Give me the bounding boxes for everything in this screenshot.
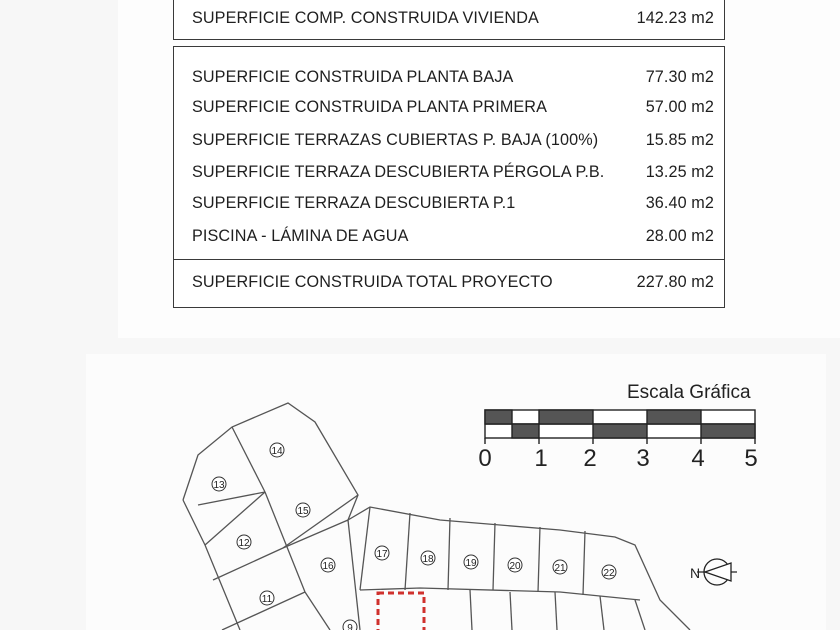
- selected-plot-outline: [378, 593, 424, 630]
- plot-number: 20: [509, 561, 521, 572]
- plot-number: 12: [238, 538, 250, 549]
- plot-marker: [421, 551, 435, 565]
- plot-marker: [602, 565, 616, 579]
- scale-tick-labels: [478, 445, 757, 472]
- row-label: SUPERFICIE TERRAZA DESCUBIERTA P.1: [192, 193, 516, 212]
- north-arrow-icon: [697, 559, 737, 585]
- scale-tick-label: 2: [583, 445, 597, 472]
- row-value: 36.40 m2: [645, 193, 714, 212]
- north-label: N: [690, 565, 701, 581]
- plot-number: 22: [603, 568, 615, 579]
- plot-marker: [553, 560, 567, 574]
- scale-tick-label: 5: [744, 445, 758, 472]
- plot-number: 15: [297, 506, 309, 517]
- plot-number: 17: [376, 549, 388, 560]
- plot-number: 14: [271, 446, 283, 457]
- plot-marker: [296, 503, 310, 517]
- row-label: SUPERFICIE TERRAZA DESCUBIERTA PÉRGOLA P.B.: [192, 162, 605, 181]
- scale-title: Escala Gráfica: [627, 382, 751, 403]
- row-label: SUPERFICIE CONSTRUIDA TOTAL PROYECTO: [192, 272, 553, 291]
- row-label: SUPERFICIE COMP. CONSTRUIDA VIVIENDA: [192, 8, 539, 27]
- scale-tick-label: 3: [636, 445, 650, 472]
- row-label: SUPERFICIE CONSTRUIDA PLANTA BAJA: [192, 67, 514, 86]
- plot-marker: [508, 558, 522, 572]
- row-value: 142.23 m2: [636, 8, 714, 27]
- row-value: 227.80 m2: [636, 272, 714, 291]
- row-value: 28.00 m2: [645, 226, 714, 245]
- plot-marker: [212, 477, 226, 491]
- plot-number: 9: [347, 623, 353, 630]
- row-value: 77.30 m2: [645, 67, 714, 86]
- plot-marker: [237, 535, 251, 549]
- plot-marker: [464, 555, 478, 569]
- row-value: 57.00 m2: [645, 97, 714, 116]
- plot-number: 13: [213, 480, 225, 491]
- plot-number: 18: [422, 554, 434, 565]
- plot-marker: [260, 591, 274, 605]
- plot-number: 16: [322, 561, 334, 572]
- scale-tick-label: 4: [691, 445, 705, 472]
- scale-tick-label: 1: [534, 445, 548, 472]
- plot-marker: [270, 443, 284, 457]
- graphic-scale-bar: [485, 410, 755, 444]
- scale-tick-label: 0: [478, 445, 492, 472]
- plot-marker: [321, 558, 335, 572]
- plot-marker: [375, 546, 389, 560]
- row-label: SUPERFICIE TERRAZAS CUBIERTAS P. BAJA (100%): [192, 130, 599, 149]
- row-value: 13.25 m2: [645, 162, 714, 181]
- row-label: PISCINA - LÁMINA DE AGUA: [192, 226, 409, 245]
- plot-marker: [343, 620, 357, 630]
- row-value: 15.85 m2: [645, 130, 714, 149]
- plot-number: 11: [261, 594, 273, 605]
- plot-number: 21: [554, 563, 566, 574]
- row-label: SUPERFICIE CONSTRUIDA PLANTA PRIMERA: [192, 97, 547, 116]
- plot-number: 19: [465, 558, 477, 569]
